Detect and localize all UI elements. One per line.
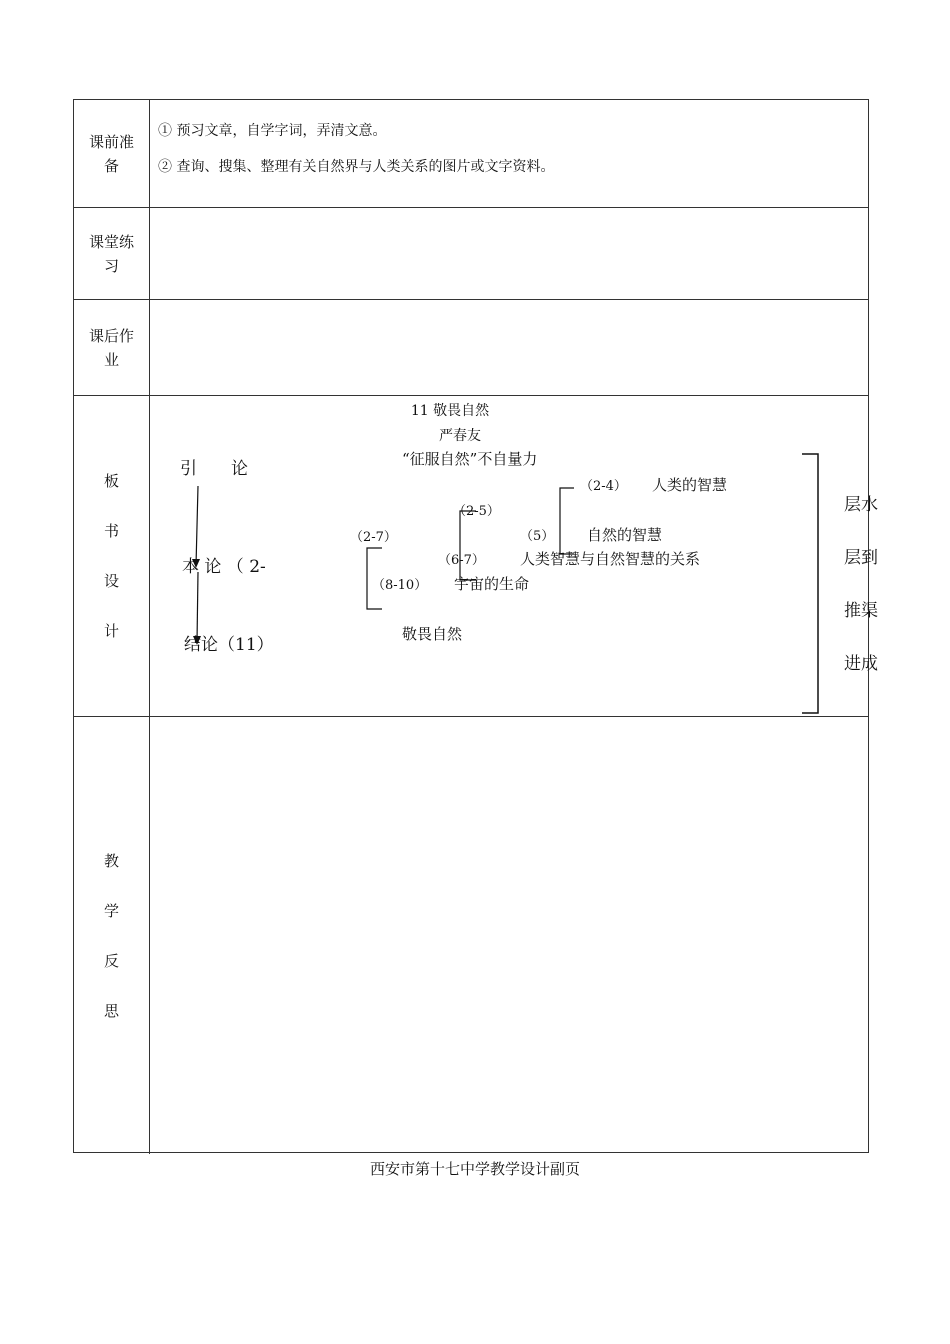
board-p5-content: 自然的智慧 xyxy=(587,526,663,544)
homework-label xyxy=(74,300,150,395)
board-conclusion-content: 敬畏自然 xyxy=(402,625,463,643)
reflection-content xyxy=(150,717,868,1154)
board-label xyxy=(74,396,150,716)
board-row xyxy=(74,396,878,717)
board-content xyxy=(150,396,878,716)
reflection-label-char: 反 xyxy=(103,951,119,970)
practice-label xyxy=(74,208,150,299)
reflection-row xyxy=(74,717,868,1154)
board-p8-10-content: 宇宙的生命 xyxy=(454,575,530,593)
homework-content xyxy=(150,300,868,395)
practice-content xyxy=(150,208,868,299)
reflection-label-char: 学 xyxy=(103,901,119,920)
page-footer: 西安市第十七中学教学设计副页 xyxy=(369,1160,580,1178)
reflection-label xyxy=(74,717,150,1154)
board-conclusion: 结论（11） xyxy=(184,635,274,655)
board-intro-content: “征服自然”不自量力 xyxy=(402,450,538,468)
prep-label xyxy=(74,100,150,207)
board-label-char: 书 xyxy=(103,522,119,540)
practice-row xyxy=(74,208,868,300)
board-label-char: 计 xyxy=(103,622,119,640)
board-p2-4: （2-4） xyxy=(580,479,627,494)
lesson-plan-table xyxy=(73,99,878,1153)
prep-item-2: ② 查询、搜集、整理有关自然界与人类关系的图片或文字资料。 xyxy=(158,159,555,175)
board-label-char: 设 xyxy=(103,572,119,590)
prep-label-text: 课前准备 xyxy=(88,132,134,175)
reflection-label-char: 教 xyxy=(103,851,119,870)
board-p2-7: （2-7） xyxy=(350,530,397,545)
board-p8-10: （8-10） xyxy=(372,578,428,593)
board-p2-4-content: 人类的智慧 xyxy=(652,476,728,494)
homework-label-text: 课后作业 xyxy=(88,326,134,369)
board-author: 严春友 xyxy=(439,428,481,444)
board-side-line-4: 进成 xyxy=(844,654,878,674)
board-side-line-1: 层水 xyxy=(844,495,878,515)
prep-item-1: ① 预习文章，自学字词，弄清文意。 xyxy=(158,123,387,139)
board-side-line-2: 层到 xyxy=(844,548,878,568)
practice-label-text: 课堂练习 xyxy=(88,232,134,275)
board-intro: 引 论 xyxy=(180,459,248,479)
reflection-label-char: 思 xyxy=(103,1001,119,1020)
board-side-line-3: 推渠 xyxy=(844,601,878,621)
prep-content xyxy=(150,100,868,207)
board-p6-7: （6-7） xyxy=(438,553,485,568)
board-p5: （5） xyxy=(520,529,555,544)
board-body: 本 论 （ 2- xyxy=(182,557,266,577)
board-label-char: 板 xyxy=(103,472,119,490)
board-title: 11 敬畏自然 xyxy=(410,403,490,419)
prep-row xyxy=(74,100,868,208)
board-p6-7-content: 人类智慧与自然智慧的关系 xyxy=(520,550,701,568)
board-p2-5: （2-5） xyxy=(453,504,500,519)
homework-row xyxy=(74,300,868,396)
